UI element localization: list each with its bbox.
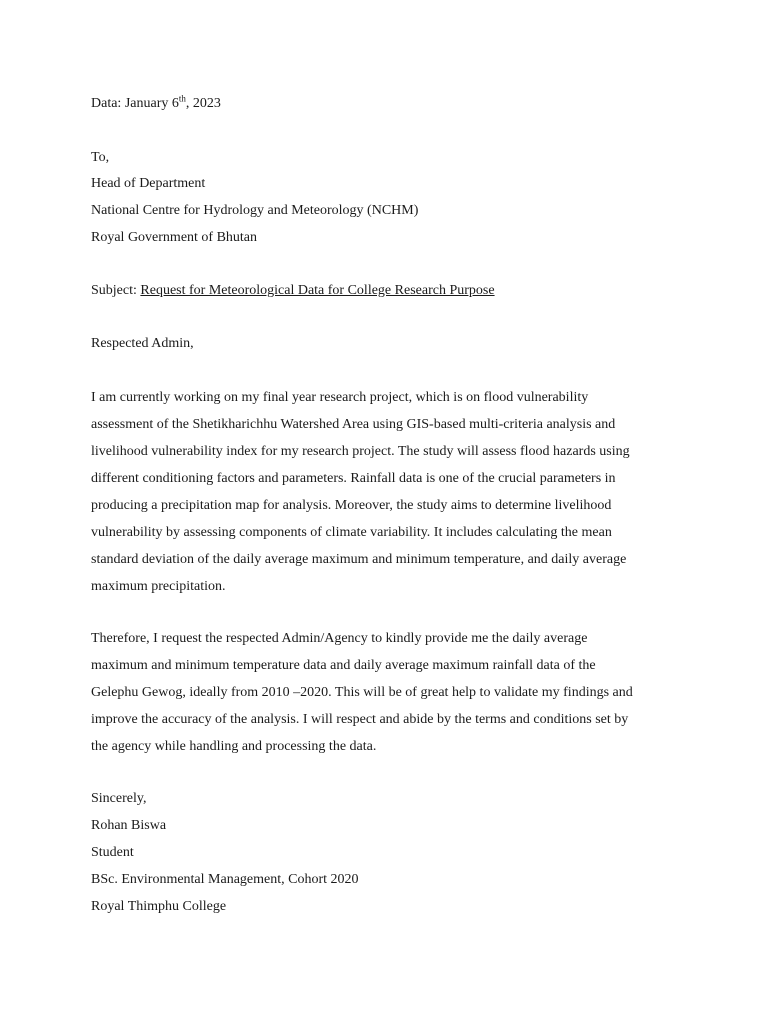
sender-program: BSc. Environmental Management, Cohort 2020 (91, 872, 359, 887)
sender-name: Rohan Biswa (91, 818, 167, 833)
paragraph-line: producing a precipitation map for analysis. Moreover, the study aims to determine livelihood (91, 498, 612, 513)
paragraph-line: the agency while handling and processing the data. (91, 739, 377, 754)
date-line (91, 95, 221, 113)
paragraph-line: livelihood vulnerability index for my research project. The study will assess flood hazards using (91, 444, 630, 459)
subject-text: Request for Meteorological Data for College Research Purpose (140, 283, 495, 298)
paragraph-line: improve the accuracy of the analysis. I will respect and abide by the terms and conditions set by (91, 712, 629, 727)
date-prefix: Data: January 6 (91, 96, 179, 111)
paragraph-line: standard deviation of the daily average maximum and minimum temperature, and daily average (91, 552, 627, 567)
paragraph-line: maximum precipitation. (91, 579, 226, 594)
date-superscript: th (178, 93, 186, 104)
paragraph-line: maximum and minimum temperature data and daily average maximum rainfall data of the (91, 658, 596, 673)
recipient-organization: National Centre for Hydrology and Meteorology (NCHM) (91, 203, 419, 218)
greeting: Respected Admin, (91, 336, 194, 351)
body-paragraph-2 (91, 625, 691, 760)
recipient-to: To, (91, 150, 110, 165)
paragraph-line: different conditioning factors and parameters. Rainfall data is one of the crucial parameters in (91, 471, 616, 486)
recipient-title: Head of Department (91, 176, 206, 191)
valediction: Sincerely, (91, 791, 147, 806)
sender-role: Student (91, 845, 134, 860)
paragraph-line: Therefore, I request the respected Admin/Agency to kindly provide me the daily average (91, 631, 588, 646)
date-suffix: , 2023 (185, 96, 221, 111)
paragraph-line: assessment of the Shetikharichhu Watershed Area using GIS-based multi-criteria analysis and (91, 417, 616, 432)
paragraph-line: I am currently working on my final year research project, which is on flood vulnerability (91, 390, 589, 405)
sender-institution: Royal Thimphu College (91, 899, 227, 914)
subject-line (91, 282, 495, 300)
paragraph-line: Gelephu Gewog, ideally from 2010 –2020. This will be of great help to validate my findings and (91, 685, 633, 700)
paragraph-line: vulnerability by assessing components of climate variability. It includes calculating the mean (91, 525, 612, 540)
body-paragraph-1 (91, 384, 691, 600)
recipient-government: Royal Government of Bhutan (91, 230, 258, 245)
subject-label: Subject: (91, 283, 141, 298)
